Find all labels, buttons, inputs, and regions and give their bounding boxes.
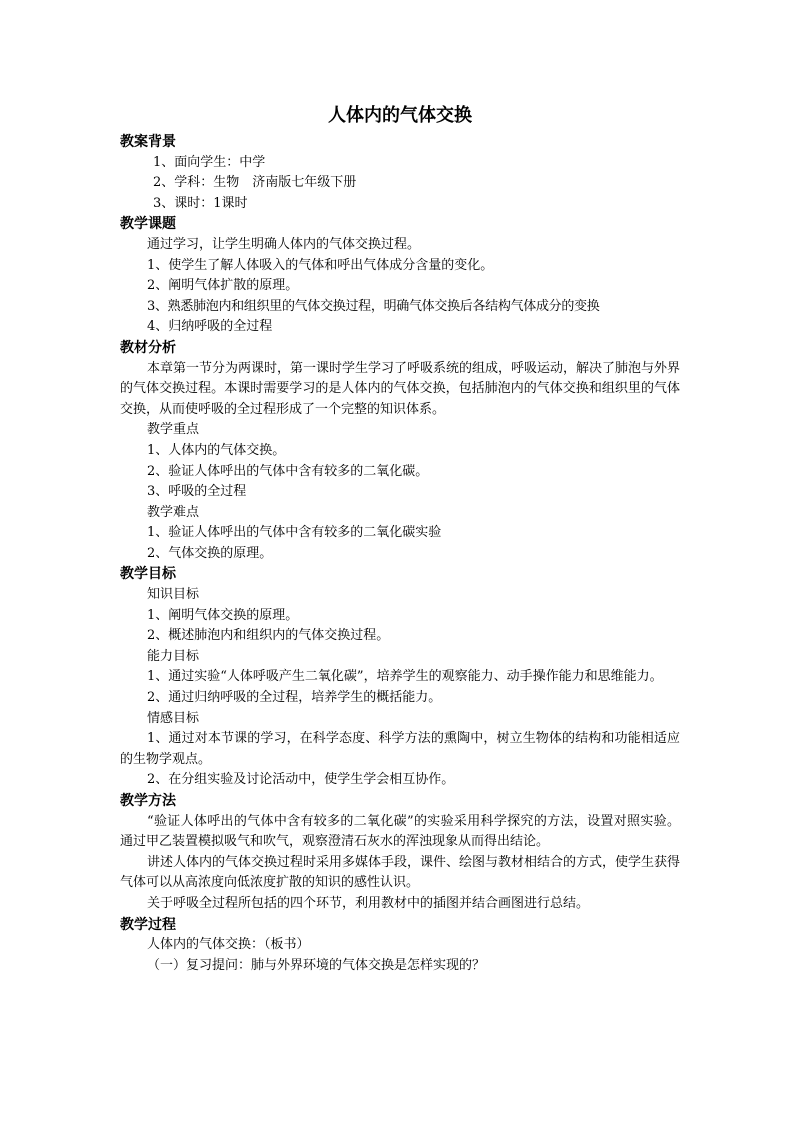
key-point-item: 3、呼吸的全过程 bbox=[147, 484, 247, 500]
analysis-paragraph: 本章第一节分为两课时，第一课时学生学习了呼吸系统的组成，呼吸运动，解决了肺泡与外界的气体交换过程。本课时需要学习的是人体内的气体交换，包括肺泡内的气体交换和组织里的气体交换，从而使呼吸的全过程形成了一个完整的知识体系。 bbox=[120, 360, 681, 417]
knowledge-goal-item: 2、概述肺泡内和组织内的气体交换过程。 bbox=[147, 628, 390, 644]
ability-goal-item: 1、通过实验“人体呼吸产生二氧化碳”，培养学生的观察能力、动手操作能力和思维能力。 bbox=[147, 669, 663, 685]
ability-goals-label: 能力目标 bbox=[147, 648, 200, 664]
topic-item: 3、熟悉肺泡内和组织里的气体交换过程，明确气体交换后各结构气体成分的变换 bbox=[147, 298, 600, 314]
section-heading-topic: 教学课题 bbox=[120, 216, 176, 233]
background-item: 2、学科：生物 济南版七年级下册 bbox=[153, 175, 357, 191]
difficult-point-item: 2、气体交换的原理。 bbox=[147, 545, 273, 561]
section-heading-analysis: 教材分析 bbox=[120, 339, 176, 356]
ability-goal-item: 2、通过归纳呼吸的全过程，培养学生的概括能力。 bbox=[147, 690, 442, 706]
emotion-goal-item: 2、在分组实验及讨论活动中，使学生学会相互协作。 bbox=[147, 772, 455, 788]
document-page bbox=[120, 104, 680, 976]
key-point-item: 2、验证人体呼出的气体中含有较多的二氧化碳。 bbox=[147, 463, 429, 479]
topic-intro: 通过学习，让学生明确人体内的气体交换过程。 bbox=[147, 236, 421, 252]
emotion-goals-label: 情感目标 bbox=[147, 710, 200, 726]
knowledge-goals-label: 知识目标 bbox=[147, 587, 200, 603]
key-points-label: 教学重点 bbox=[147, 422, 200, 438]
topic-item: 4、归纳呼吸的全过程 bbox=[147, 319, 273, 335]
difficult-point-item: 1、验证人体呼出的气体中含有较多的二氧化碳实验 bbox=[147, 525, 442, 541]
key-point-item: 1、人体内的气体交换。 bbox=[147, 442, 286, 458]
section-heading-process: 教学过程 bbox=[120, 916, 176, 933]
background-item: 1、面向学生：中学 bbox=[153, 154, 266, 170]
methods-paragraph: “验证人体呼出的气体中含有较多的二氧化碳”的实验采用科学探究的方法，设置对照实验。通过甲乙装置模拟吸气和吹气，观察澄清石灰水的浑浊现象从而得出结论。 bbox=[120, 813, 680, 850]
section-heading-background: 教案背景 bbox=[120, 134, 176, 150]
emotion-goal-item: 1、通过对本节课的学习，在科学态度、科学方法的熏陶中，树立生物体的结构和功能相适应的生物学观点。 bbox=[120, 731, 680, 767]
knowledge-goal-item: 1、阐明气体交换的原理。 bbox=[147, 607, 299, 623]
background-item: 3、课时：1课时 bbox=[153, 195, 248, 211]
methods-paragraph: 关于呼吸全过程所包括的四个环节，利用教材中的插图并结合画图进行总结。 bbox=[147, 895, 590, 911]
section-heading-methods: 教学方法 bbox=[120, 793, 176, 809]
section-heading-goals: 教学目标 bbox=[120, 566, 176, 583]
process-line: （一）复习提问：肺与外界环境的气体交换是怎样实现的？ bbox=[147, 957, 486, 973]
topic-item: 2、阐明气体扩散的原理。 bbox=[147, 278, 299, 294]
methods-paragraph: 讲述人体内的气体交换过程时采用多媒体手段，课件、绘图与教材相结合的方式，使学生获得气体可以从高浓度向低浓度扩散的知识的感性认识。 bbox=[120, 854, 681, 891]
document-title: 人体内的气体交换 bbox=[328, 105, 472, 126]
process-line: 人体内的气体交换：（板书） bbox=[147, 937, 310, 953]
topic-item: 1、使学生了解人体吸入的气体和呼出气体成分含量的变化。 bbox=[147, 257, 494, 273]
difficult-points-label: 教学难点 bbox=[147, 504, 200, 520]
